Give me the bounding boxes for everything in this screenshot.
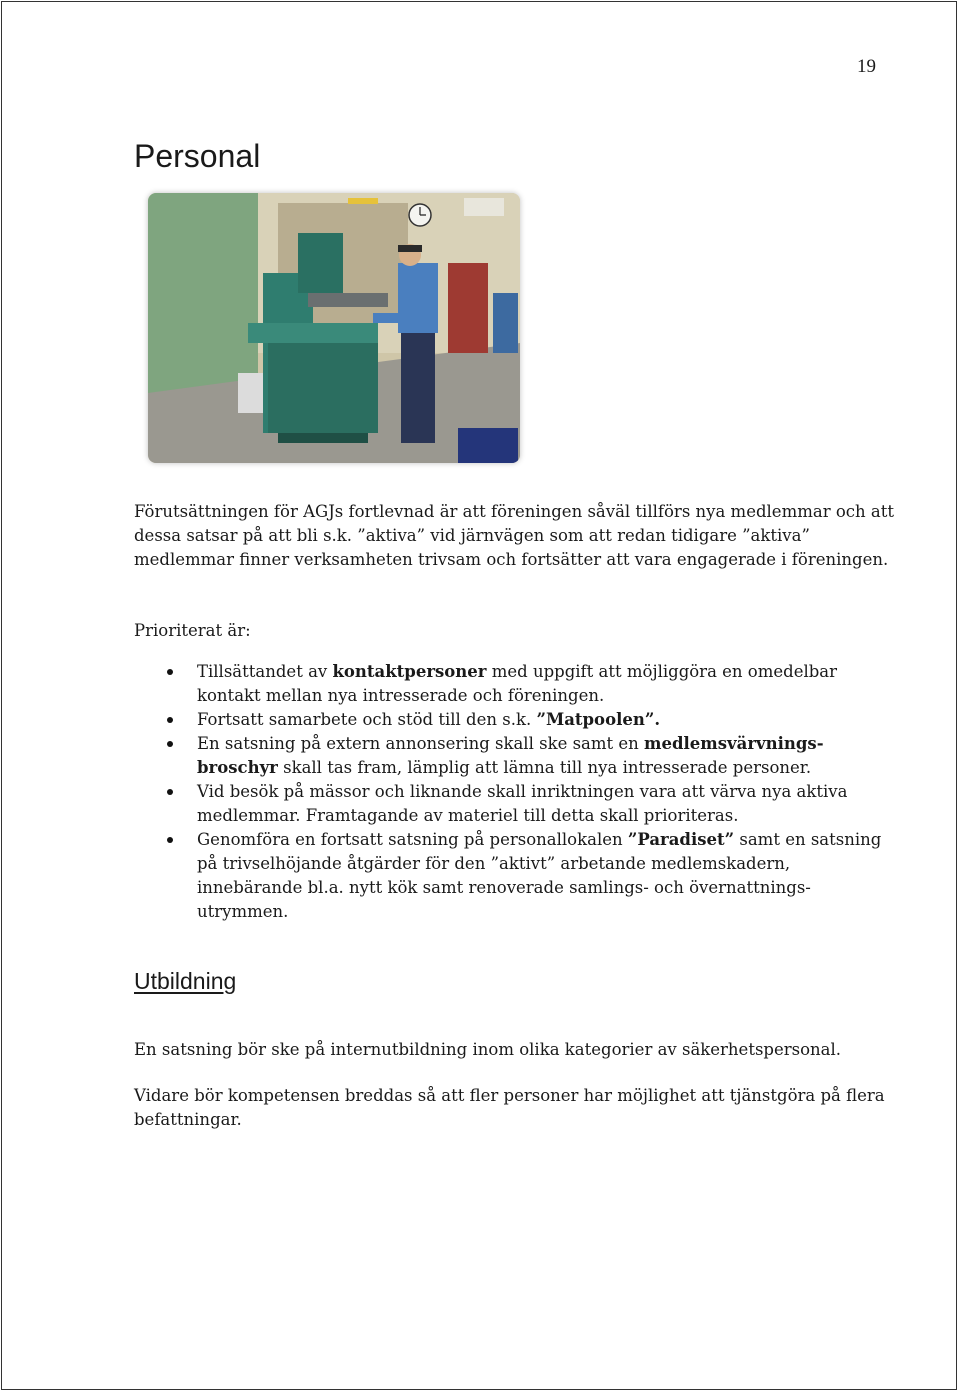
workshop-milling-machine-photo	[148, 193, 520, 463]
list-item: Vid besök på mässor och liknande skall inriktningen vara att värva nya aktiva medlemmar. Framtagande av materiel till detta skall prioriteras.	[134, 780, 894, 828]
intro-paragraph: Förutsättningen för AGJs fortlevnad är att föreningen såväl tillförs nya medlemmar och att dessa satsar på att bli s.k. ”aktiva” vid järnvägen som att redan tidigare ”aktiva” medlemmar finner verksamheten trivsam och fortsätter att vara engagerade i föreningen.	[134, 502, 894, 569]
list-item: Genomföra en fortsatt satsning på personallokalen ”Paradiset” samt en satsning på trivselhöjande åtgärder för den ”aktivt” arbetande medlemskadern, innebärande bl.a. nytt kök samt renoverade samlings- och övernattnings-utrymmen.	[134, 828, 894, 924]
workshop-photo	[148, 193, 520, 463]
list-item: Fortsatt samarbete och stöd till den s.k. ”Matpoolen”.	[134, 708, 894, 732]
paragraph-training: En satsning bör ske på internutbildning inom olika kategorier av säkerhetspersonal.	[134, 1040, 842, 1059]
list-item: Tillsättandet av kontaktpersoner med uppgift att möjliggöra en omedelbar kontakt mellan nya intresserade och föreningen.	[134, 660, 894, 708]
page-number: 19	[857, 56, 876, 77]
section-heading-utbildning: Utbildning	[134, 968, 237, 994]
list-item: En satsning på extern annonsering skall ske samt en medlemsvärvnings-broschyr skall tas fram, lämplig att lämna till nya intresserade personer.	[134, 732, 894, 780]
prioritized-label: Prioriterat är:	[134, 621, 251, 640]
page-title: Personal	[134, 138, 261, 174]
priority-list	[134, 660, 894, 924]
paragraph-competence: Vidare bör kompetensen breddas så att fler personer har möjlighet att tjänstgöra på flera befattningar.	[134, 1086, 885, 1129]
